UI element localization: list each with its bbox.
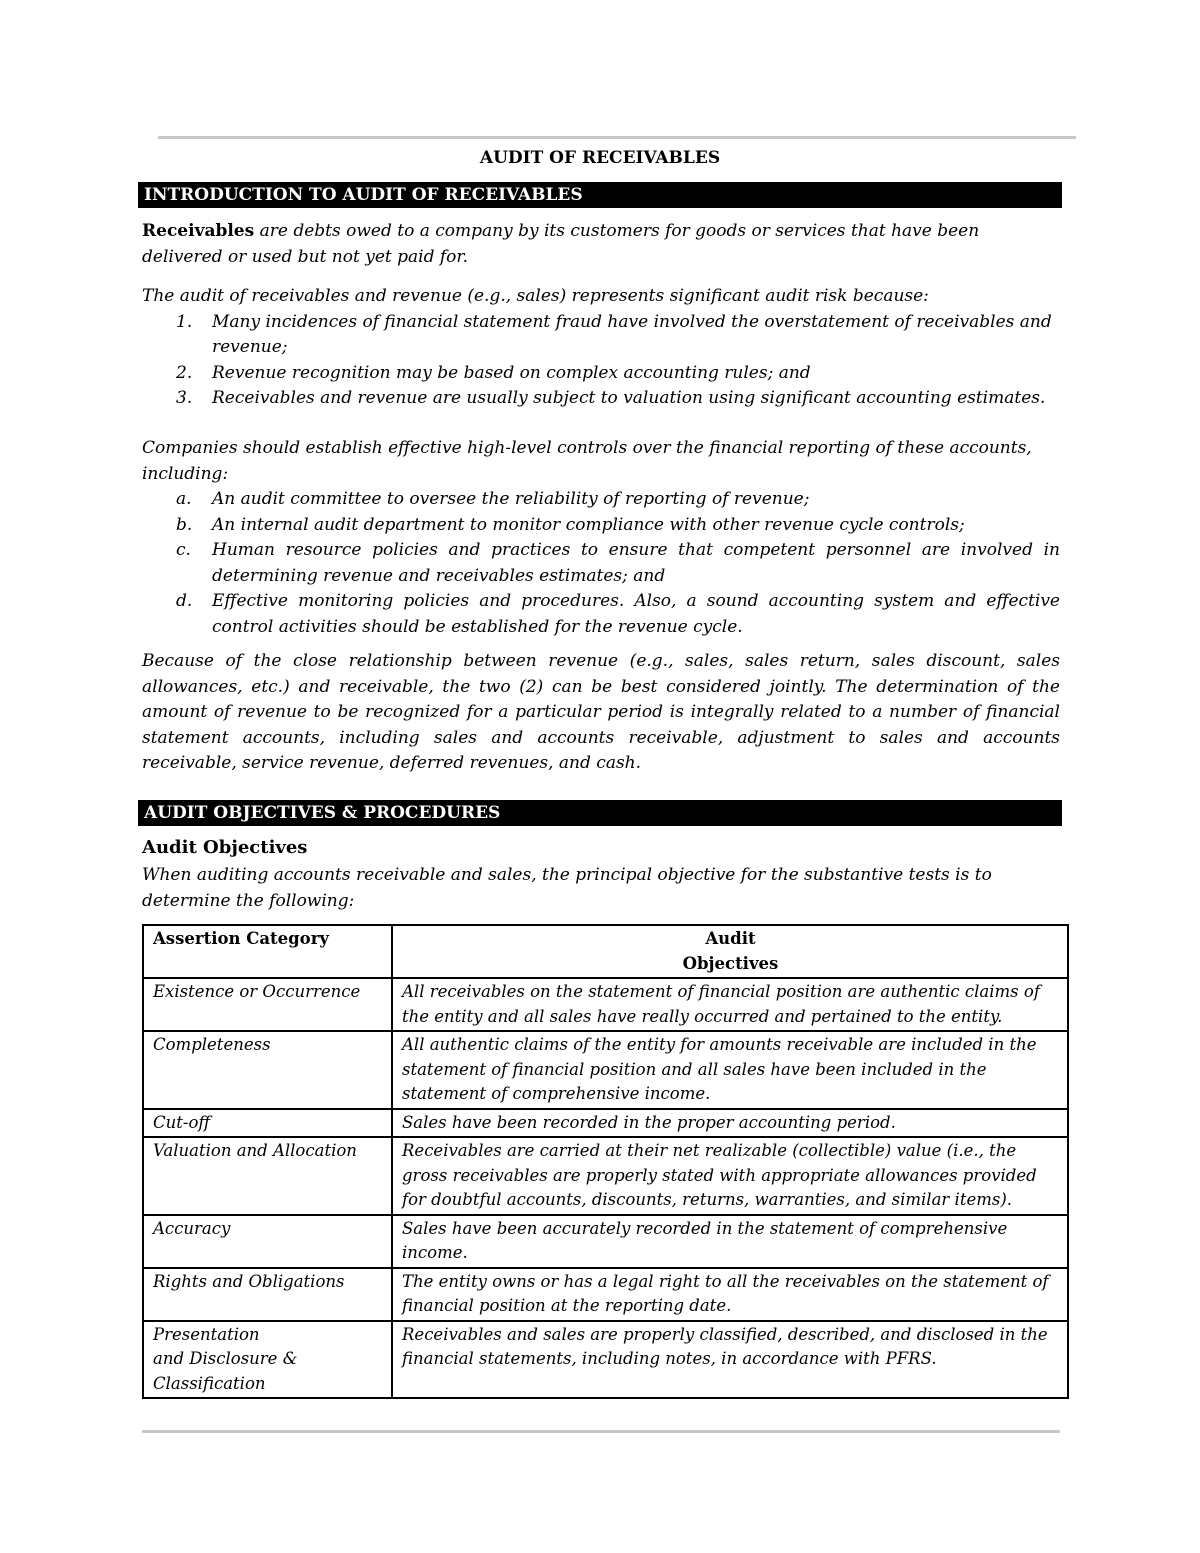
table-row	[143, 1109, 1068, 1138]
table-row	[143, 1031, 1068, 1109]
assertion-cell: Rights and Obligations	[143, 1268, 392, 1321]
assertion-cell: Existence or Occurrence	[143, 978, 392, 1031]
risk-intro: The audit of receivables and revenue (e.g., sales) represents significant audit risk because:	[142, 286, 929, 306]
section-heading-objectives: AUDIT OBJECTIVES & PROCEDURES	[138, 800, 1062, 826]
controls-section	[142, 436, 1060, 640]
list-marker: 1.	[176, 311, 193, 332]
controls-list	[142, 487, 1060, 640]
definition-paragraph	[142, 219, 1060, 270]
objective-text: Receivables are carried at their net realizable (collectible) value (i.e., the gross receivables are properly stated with appropriate allowances provided	[402, 1141, 1037, 1185]
column-header-line: Objectives	[682, 953, 779, 973]
risk-section	[142, 284, 1060, 412]
assertion-cell	[143, 1321, 392, 1399]
table-row	[143, 1137, 1068, 1215]
list-item-text: Receivables and revenue are usually subject to valuation using significant accounting estimates.	[212, 388, 1046, 408]
assertion-cell: Valuation and Allocation	[143, 1137, 392, 1215]
list-item	[142, 386, 1060, 412]
list-item-text: Revenue recognition may be based on complex accounting rules; and	[212, 362, 811, 383]
column-header-objectives	[392, 925, 1068, 978]
list-item-text: Effective monitoring policies and procedures. Also, a sound accounting system and effective control activities should be established for the revenue cycle.	[212, 591, 1060, 637]
list-marker: 3.	[176, 388, 193, 408]
column-header-line: Audit	[705, 929, 756, 948]
objective-cell: All authentic claims of the entity for amounts receivable are included in the statement of financial position and all sales have been included in the statement of comprehensive income.	[392, 1031, 1068, 1109]
objective-cell: Sales have been accurately recorded in the statement of comprehensive income.	[392, 1215, 1068, 1268]
list-item	[142, 487, 1060, 513]
list-marker: b.	[176, 514, 193, 535]
assertion-text: and Disclosure &	[153, 1349, 298, 1368]
section-heading-introduction: INTRODUCTION TO AUDIT OF RECEIVABLES	[138, 182, 1062, 208]
list-marker: a.	[176, 489, 192, 509]
risk-list	[142, 310, 1060, 412]
assertion-cell: Completeness	[143, 1031, 392, 1109]
assertion-text: Classification	[153, 1373, 266, 1393]
definition-text: are debts owed to a company by its customers for goods or services that have been delivered or used but not yet paid for.	[142, 221, 980, 267]
objective-cell: All receivables on the statement of financial position are authentic claims of the entity and all sales have really occurred and pertained to the entity.	[392, 978, 1068, 1031]
objective-cell: Sales have been recorded in the proper accounting period.	[392, 1109, 1068, 1138]
list-marker: d.	[176, 591, 193, 611]
list-item	[142, 589, 1060, 640]
table-row	[143, 1268, 1068, 1321]
top-divider	[158, 136, 1076, 139]
objective-cell: Receivables and sales are properly classified, described, and disclosed in the financial statements, including notes, in accordance with PFRS.	[392, 1321, 1068, 1399]
assertion-cell: Cut-off	[143, 1109, 392, 1138]
audit-objectives-table	[142, 924, 1069, 1399]
list-item	[142, 538, 1060, 589]
objective-cell	[392, 1137, 1068, 1215]
list-item	[142, 361, 1060, 387]
list-item-text: Human resource policies and practices to ensure that competent personnel are involved in determining revenue and receivables estimates; and	[212, 540, 1060, 586]
table-header-row	[143, 925, 1068, 978]
page-title: AUDIT OF RECEIVABLES	[479, 148, 721, 168]
column-header-assertion: Assertion Category	[143, 925, 392, 978]
list-item	[142, 310, 1060, 361]
bottom-divider	[142, 1430, 1060, 1433]
list-item-text: Many incidences of financial statement fraud have involved the overstatement of receivables and revenue;	[212, 311, 1052, 357]
closing-paragraph: Because of the close relationship between revenue (e.g., sales, sales return, sales discount, sales allowances, etc.) and receivable, the two (2) can be best considered jointly. The determination of the amount of revenue to be recognized for a particular period is integrally related to a number of financial statement accounts, including sales and accounts receivable, adjustment to sales and accounts receivable, service revenue, deferred revenues, and cash.	[142, 651, 1060, 773]
objectives-intro: When auditing accounts receivable and sales, the principal objective for the substantive tests is to determine the following:	[142, 865, 992, 911]
table-row	[143, 1321, 1068, 1399]
assertion-cell: Accuracy	[143, 1215, 392, 1268]
controls-intro: Companies should establish effective high-level controls over the financial reporting of these accounts, including:	[142, 438, 1032, 484]
subheading-audit-objectives: Audit Objectives	[142, 837, 308, 858]
list-marker: 2.	[176, 362, 193, 383]
table-row	[143, 978, 1068, 1031]
table-row	[143, 1215, 1068, 1268]
list-item	[142, 513, 1060, 539]
list-marker: c.	[176, 540, 191, 560]
definition-term: Receivables	[142, 221, 255, 241]
list-item-text: An internal audit department to monitor compliance with other revenue cycle controls;	[212, 514, 965, 535]
assertion-text: Presentation	[153, 1324, 260, 1344]
list-item-text: An audit committee to oversee the reliability of reporting of revenue;	[212, 489, 810, 509]
objective-text: for doubtful accounts, discounts, returns, warranties, and similar items).	[402, 1190, 1013, 1209]
objective-cell: The entity owns or has a legal right to all the receivables on the statement of financial position at the reporting date.	[392, 1268, 1068, 1321]
